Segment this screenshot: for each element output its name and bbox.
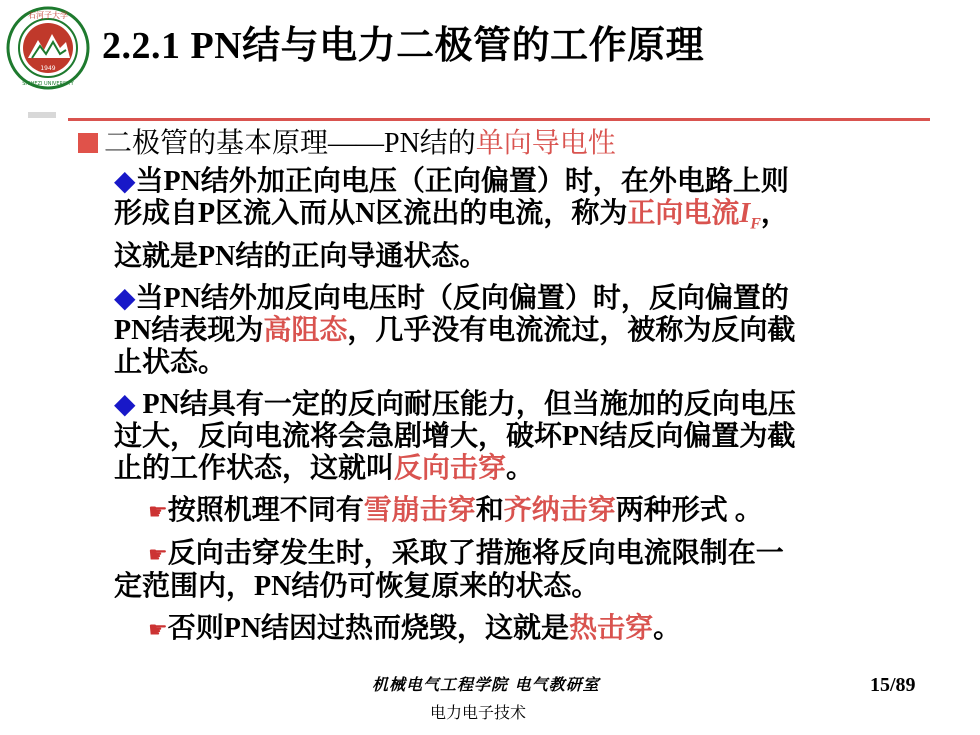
square-bullet-icon [78,133,98,153]
page-number: 15/89 [870,674,916,696]
svg-text:SHIHEZI UNIVERSITY: SHIHEZI UNIVERSITY [22,81,74,87]
sub-item-breakdown-types: ☛按照机理不同有雪崩击穿和齐纳击穿两种形式 。 [148,494,763,526]
pointing-hand-icon: ☛ [148,498,168,524]
paragraph-forward-bias: ◆当PN结外加正向电压（正向偏置）时，在外电路上则 形成自P区流入而从N区流出的电流，称为正向电流$I_F$， 这就是PN结的正向导通状态。 [114,166,789,272]
paragraph-reverse-bias: ◆当PN结外加反向电压时（反向偏置）时，反向偏置的 PN结表现为高阻态，几乎没有电流流过，被称为反向截 止状态。 [114,282,796,378]
diamond-bullet-icon: ◆ [114,166,136,197]
paragraph-breakdown: ◆ PN结具有一定的反向耐压能力，但当施加的反向电压 过大，反向电流将会急剧增大，破坏PN结反向偏置为截 止的工作状态，这就叫反向击穿。 [114,388,796,484]
pointing-hand-icon: ☛ [148,541,168,567]
svg-text:石河子大学: 石河子大学 [28,11,68,20]
diamond-bullet-icon: ◆ [114,388,136,420]
university-logo [6,6,90,90]
title-rule-left [28,112,56,118]
footer-course: 电力电子技术 [430,703,527,722]
slide-title: 2.2.1 PN结与电力二极管的工作原理 [102,25,705,67]
diamond-bullet-icon: ◆ [114,282,136,314]
sub-item-thermal: ☛否则PN结因过热而烧毁，这就是热击穿。 [148,612,682,644]
title-rule [68,118,930,121]
slide-content [78,128,928,646]
sub-item-recovery: ☛反向击穿发生时，采取了措施将反向电流限制在一 定范围内，PN结仍可恢复原来的状态。 [114,537,784,602]
pointing-hand-icon: ☛ [148,616,168,642]
section-heading: 二极管的基本原理——PN结的单向导电性 [78,128,928,160]
footer-department: 机械电气工程学院 电气教研室 [372,675,600,694]
svg-text:1949: 1949 [40,65,56,72]
